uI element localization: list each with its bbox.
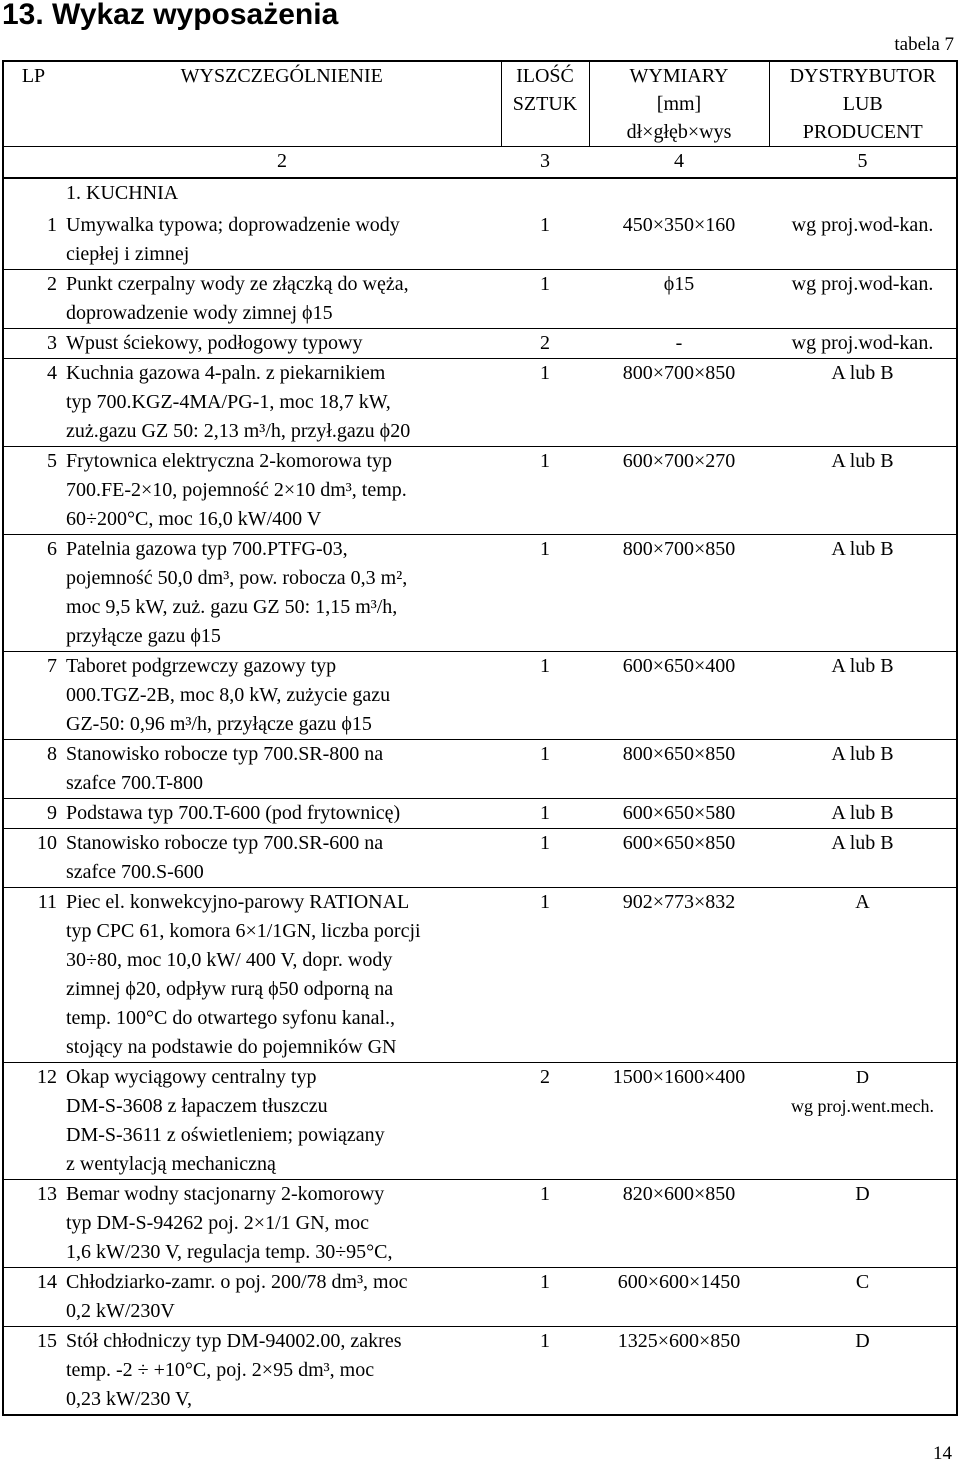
row-number: 1: [3, 211, 63, 270]
row-producer: A lub B: [769, 652, 957, 740]
table-row: [3, 829, 957, 888]
table-row: [3, 270, 957, 329]
row-quantity: 1: [501, 829, 589, 888]
section-row: [3, 178, 957, 211]
column-number-1: [3, 147, 63, 179]
row-quantity: 1: [501, 270, 589, 329]
row-dimensions: -: [589, 329, 769, 359]
row-description: Patelnia gazowa typ 700.PTFG-03, pojemność 50,0 dm³, pow. robocza 0,3 m², moc 9,5 kW, zuż. gazu GZ 50: 1,15 m³/h, przyłącze gazu ϕ15: [63, 535, 501, 652]
row-description: Punkt czerpalny wody ze złączką do węża, doprowadzenie wody zimnej ϕ15: [63, 270, 501, 329]
header-dimensions: WYMIARY [mm]: [589, 61, 769, 118]
row-producer: A lub B: [769, 829, 957, 888]
header-producer: DYSTRYBUTOR LUB PRODUCENT: [769, 61, 957, 147]
table-row: [3, 1180, 957, 1268]
row-dimensions: ϕ15: [589, 270, 769, 329]
row-producer: A lub B: [769, 359, 957, 447]
column-number-4: 4: [589, 147, 769, 179]
column-number-2: 2: [63, 147, 501, 179]
row-dimensions: 600×600×1450: [589, 1268, 769, 1327]
table-row: [3, 1063, 957, 1180]
table-row: [3, 211, 957, 270]
row-number: 9: [3, 799, 63, 829]
column-number-row: [3, 147, 957, 179]
row-number: 12: [3, 1063, 63, 1180]
row-dimensions: 820×600×850: [589, 1180, 769, 1268]
row-quantity: 2: [501, 329, 589, 359]
row-number: 4: [3, 359, 63, 447]
row-description: Stół chłodniczy typ DM-94002.00, zakres temp. -2 ÷ +10°C, poj. 2×95 dm³, moc 0,23 kW/230 V,: [63, 1327, 501, 1416]
row-quantity: 2: [501, 1063, 589, 1180]
row-dimensions: 1500×1600×400: [589, 1063, 769, 1180]
row-dimensions: 800×700×850: [589, 359, 769, 447]
table-row: [3, 1268, 957, 1327]
header-quantity: ILOŚĆ SZTUK: [501, 61, 589, 147]
row-dimensions: 450×350×160: [589, 211, 769, 270]
row-quantity: 1: [501, 799, 589, 829]
row-number: 15: [3, 1327, 63, 1416]
row-quantity: 1: [501, 740, 589, 799]
row-dimensions: 600×650×850: [589, 829, 769, 888]
row-producer: D wg proj.went.mech.: [769, 1063, 957, 1180]
header-dimensions-sub: dł×głęb×wys: [589, 118, 769, 147]
row-number: 2: [3, 270, 63, 329]
row-quantity: 1: [501, 652, 589, 740]
row-producer: A lub B: [769, 447, 957, 535]
row-producer: C: [769, 1268, 957, 1327]
row-quantity: 1: [501, 1268, 589, 1327]
header-description: WYSZCZEGÓLNIENIE: [63, 61, 501, 147]
row-quantity: 1: [501, 447, 589, 535]
row-number: 6: [3, 535, 63, 652]
row-quantity: 1: [501, 1327, 589, 1416]
row-description: Frytownica elektryczna 2-komorowa typ 700.FE-2×10, pojemność 2×10 dm³, temp. 60÷200°C, moc 16,0 kW/400 V: [63, 447, 501, 535]
row-description: Stanowisko robocze typ 700.SR-600 na szafce 700.S-600: [63, 829, 501, 888]
equipment-table: [2, 60, 958, 1416]
row-producer: wg proj.wod-kan.: [769, 329, 957, 359]
row-dimensions: 600×650×400: [589, 652, 769, 740]
table-body: [3, 178, 957, 1415]
section-label: 1. KUCHNIA: [66, 182, 179, 204]
row-number: 11: [3, 888, 63, 1063]
row-dimensions: 600×700×270: [589, 447, 769, 535]
row-producer: A lub B: [769, 799, 957, 829]
row-description: Taboret podgrzewczy gazowy typ 000.TGZ-2B, moc 8,0 kW, zużycie gazu GZ-50: 0,96 m³/h, przyłącze gazu ϕ15: [63, 652, 501, 740]
row-producer: A lub B: [769, 535, 957, 652]
row-number: 14: [3, 1268, 63, 1327]
row-description: Podstawa typ 700.T-600 (pod frytownicę): [63, 799, 501, 829]
row-description: Stanowisko robocze typ 700.SR-800 na szafce 700.T-800: [63, 740, 501, 799]
row-dimensions: 1325×600×850: [589, 1327, 769, 1416]
table-row: [3, 1327, 957, 1416]
table-row: [3, 652, 957, 740]
row-description: Bemar wodny stacjonarny 2-komorowy typ DM-S-94262 poj. 2×1/1 GN, moc 1,6 kW/230 V, regulacja temp. 30÷95°C,: [63, 1180, 501, 1268]
row-description: Chłodziarko-zamr. o poj. 200/78 dm³, moc 0,2 kW/230V: [63, 1268, 501, 1327]
row-producer: A: [769, 888, 957, 1063]
row-number: 5: [3, 447, 63, 535]
row-quantity: 1: [501, 888, 589, 1063]
row-quantity: 1: [501, 535, 589, 652]
table-row: [3, 535, 957, 652]
row-description: Okap wyciągowy centralny typ DM-S-3608 z łapaczem tłuszczu DM-S-3611 z oświetleniem; powiązany z wentylacją mechaniczną: [63, 1063, 501, 1180]
row-description: Wpust ściekowy, podłogowy typowy: [63, 329, 501, 359]
table-row: [3, 329, 957, 359]
table-row: [3, 888, 957, 1063]
table-row: [3, 799, 957, 829]
row-description: Umywalka typowa; doprowadzenie wody ciepłej i zimnej: [63, 211, 501, 270]
row-dimensions: 600×650×580: [589, 799, 769, 829]
row-number: 3: [3, 329, 63, 359]
header-lp: LP: [3, 61, 63, 147]
row-number: 10: [3, 829, 63, 888]
column-number-3: 3: [501, 147, 589, 179]
table-label: tabela 7: [894, 34, 954, 55]
row-quantity: 1: [501, 1180, 589, 1268]
table-row: [3, 740, 957, 799]
row-quantity: 1: [501, 359, 589, 447]
row-producer: wg proj.wod-kan.: [769, 211, 957, 270]
row-dimensions: 902×773×832: [589, 888, 769, 1063]
page-number: 14: [933, 1443, 952, 1464]
row-dimensions: 800×650×850: [589, 740, 769, 799]
row-quantity: 1: [501, 211, 589, 270]
row-description: Kuchnia gazowa 4-paln. z piekarnikiem typ 700.KGZ-4MA/PG-1, moc 18,7 kW, zuż.gazu GZ 50: 2,13 m³/h, przył.gazu ϕ20: [63, 359, 501, 447]
row-producer: D: [769, 1327, 957, 1416]
row-producer: D: [769, 1180, 957, 1268]
row-number: 7: [3, 652, 63, 740]
row-dimensions: 800×700×850: [589, 535, 769, 652]
row-producer: A lub B: [769, 740, 957, 799]
table-header-row: [3, 61, 957, 118]
row-producer: wg proj.wod-kan.: [769, 270, 957, 329]
row-number: 13: [3, 1180, 63, 1268]
row-description: Piec el. konwekcyjno-parowy RATIONAL typ CPC 61, komora 6×1/1GN, liczba porcji 30÷80, moc 10,0 kW/ 400 V, dopr. wody zimnej ϕ20, odpływ rurą ϕ50 odporną na temp. 100°C do otwartego syfonu kanal., stojący na podstawie do pojemników GN: [63, 888, 501, 1063]
row-number: 8: [3, 740, 63, 799]
table-row: [3, 359, 957, 447]
table-row: [3, 447, 957, 535]
page-title: 13. Wykaz wyposażenia: [2, 0, 339, 31]
column-number-5: 5: [769, 147, 957, 179]
